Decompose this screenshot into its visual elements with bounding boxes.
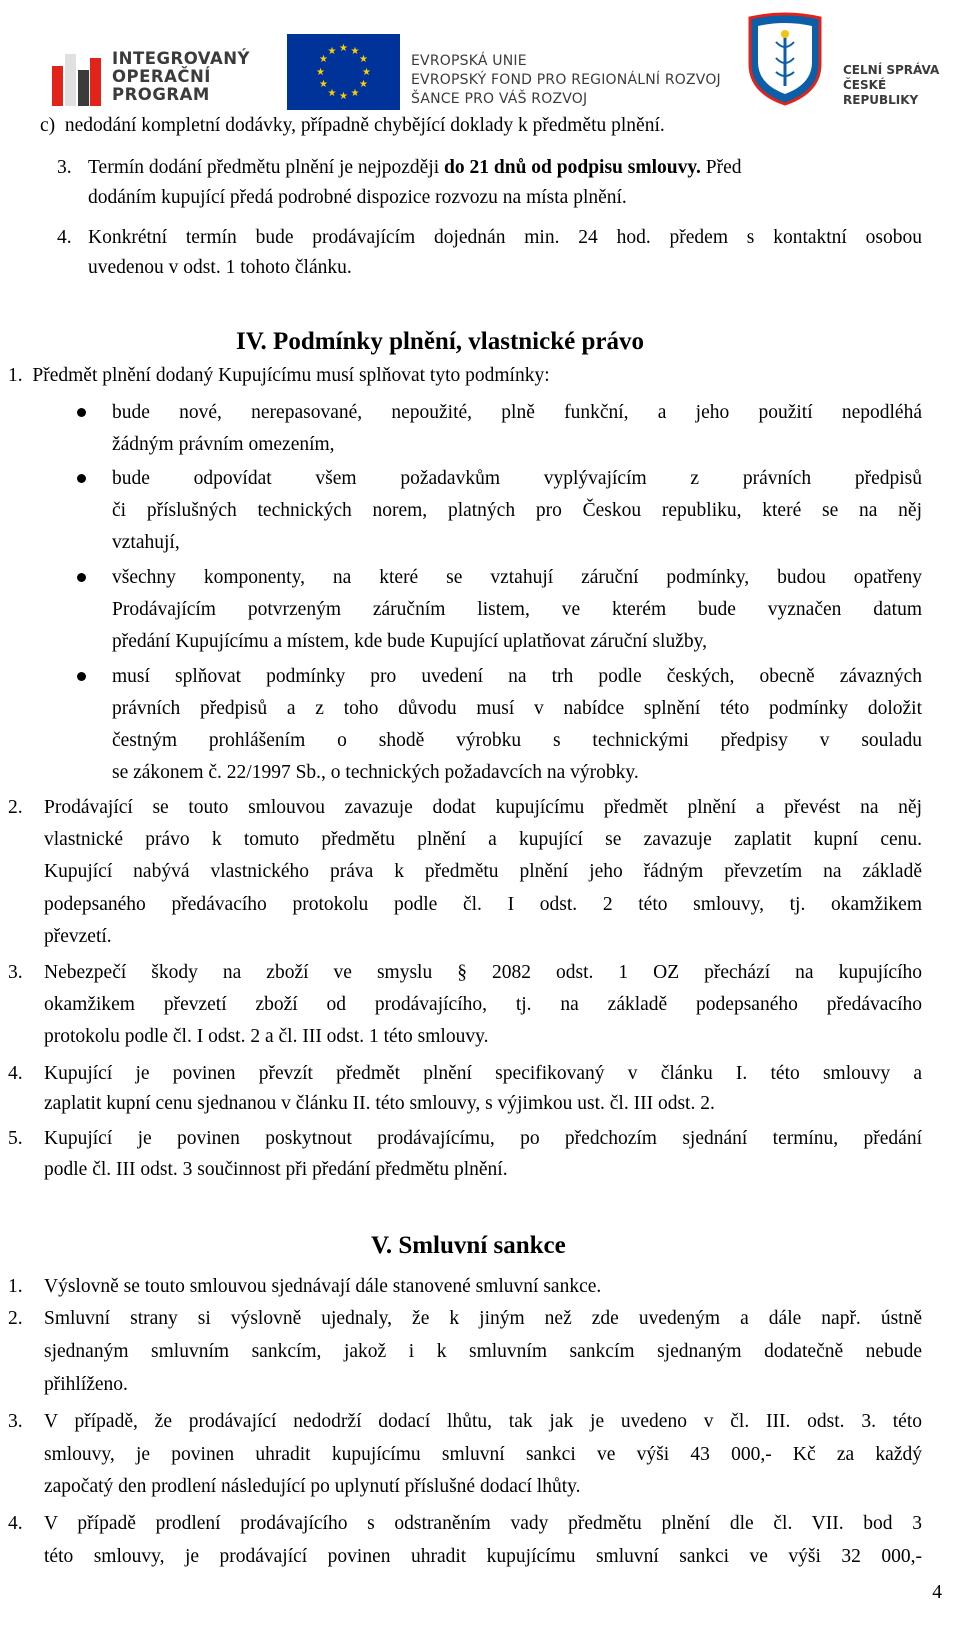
bullet-2-line-1: bude odpovídat všem požadavkům vyplývajícím z právních předpisů xyxy=(112,468,922,489)
paragraph-number: 3. xyxy=(57,157,72,178)
svg-text:★: ★ xyxy=(359,79,368,90)
svg-text:★: ★ xyxy=(319,54,328,65)
paragraph-number: 2. xyxy=(8,1308,23,1329)
page-number: 4 xyxy=(932,1582,942,1603)
section-iv-p3-line-1: Nebezpečí škody na zboží ve smyslu § 2082 odst. 1 OZ přechází na kupujícího xyxy=(44,962,922,983)
section-iv-p2-line-5: převzetí. xyxy=(44,926,112,947)
paragraph-number: 4. xyxy=(57,227,72,248)
bullet-icon xyxy=(77,474,86,483)
svg-text:★: ★ xyxy=(327,46,337,57)
section-iv-p3-line-3: protokolu podle čl. I odst. 2 a čl. III odst. 1 této smlouvy. xyxy=(44,1026,489,1047)
svg-text:★: ★ xyxy=(350,46,360,57)
bullet-4-line-2: právních předpisů a z toho důvodu musí v nabídce splnění této podmínky doložit xyxy=(112,698,922,719)
paragraph-number: 4. xyxy=(8,1513,23,1534)
section-v-item-2-line-1: Smluvní strany si výslovně ujednaly, že k jiným než zde uvedeným a dále např. ústně xyxy=(44,1308,922,1329)
bullet-3-line-1: všechny komponenty, na které se vztahují záruční podmínky, budou opatřeny xyxy=(112,567,922,588)
paragraph-4-line-2: uvedenou v odst. 1 tohoto článku. xyxy=(88,257,352,278)
svg-text:★: ★ xyxy=(339,43,348,54)
item-c: c) nedodání kompletní dodávky, případně chybějící doklady k předmětu plnění. xyxy=(40,115,665,136)
bullet-2-line-2: či příslušných technických norem, platných pro Českou republiku, které se na něj xyxy=(112,500,922,521)
section-v-item-4-line-2: této smlouvy, je prodávající povinen uhradit kupujícímu smluvní sankci ve výši 32 000,- xyxy=(44,1546,922,1567)
section-v-item-3-line-2: smlouvy, je povinen uhradit kupujícímu smluvní sankci ve výši 43 000,- Kč za každý xyxy=(44,1444,922,1465)
svg-text:★: ★ xyxy=(350,88,360,99)
section-heading-v: V. Smluvní sankce xyxy=(371,1232,566,1259)
paragraph-number: 3. xyxy=(8,1411,23,1432)
svg-text:★: ★ xyxy=(327,88,337,99)
section-iv-paragraph-1: 1. Předmět plnění dodaný Kupujícímu musí splňovat tyto podmínky: xyxy=(8,365,550,386)
iop-logo xyxy=(48,26,258,108)
bullet-2-line-3: vztahují, xyxy=(112,532,180,553)
bullet-4-line-3: čestným prohlášením o shodě výrobku s technickými předpisy v souladu xyxy=(112,730,922,751)
section-iv-p4-line-2: zaplatit kupní cenu sjednanou v článku II. této smlouvy, s výjimkou ust. čl. III odst. 2. xyxy=(44,1093,715,1114)
section-v-item-1-line-1: Výslovně se touto smlouvou sjednávají dále stanovené smluvní sankce. xyxy=(44,1276,602,1297)
paragraph-number: 4. xyxy=(8,1063,23,1084)
svg-text:★: ★ xyxy=(319,79,328,90)
iop-logo-text: INTEGROVANÝ OPERAČNÍ PROGRAM xyxy=(112,49,250,104)
bullet-1-line-2: žádným právním omezením, xyxy=(112,434,335,455)
bullet-4-line-4: se zákonem č. 22/1997 Sb., o technických požadavcích na výrobky. xyxy=(112,762,639,783)
svg-text:★: ★ xyxy=(339,91,348,102)
section-iv-p4-line-1: Kupující je povinen převzít předmět plnění specifikovaný v článku I. této smlouvy a xyxy=(44,1063,922,1084)
section-v-item-4-line-1: V případě prodlení prodávajícího s odstraněním vady předmětu plnění dle čl. VII. bod 3 xyxy=(44,1513,922,1534)
bullet-icon xyxy=(77,573,86,582)
eu-logo-text: EVROPSKÁ UNIE EVROPSKÝ FOND PRO REGIONÁLNÍ ROZVOJ ŠANCE PRO VÁŠ ROZVOJ xyxy=(411,53,721,107)
section-iv-p2-line-3: Kupující nabývá vlastnického práva k předmětu plnění jeho řádným převzetím na základě xyxy=(44,861,922,882)
section-iv-p2-line-4: podepsaného předávacího protokolu podle čl. I odst. 2 této smlouvy, tj. okamžikem xyxy=(44,894,922,915)
header-logos xyxy=(0,6,960,110)
svg-text:★: ★ xyxy=(316,67,325,78)
paragraph-number: 2. xyxy=(8,797,23,818)
section-iv-p5-line-2: podle čl. III odst. 3 součinnost při předání předmětu plnění. xyxy=(44,1159,508,1180)
iop-bars-icon xyxy=(52,54,100,106)
bullet-3-line-2: Prodávajícím potvrzeným záručním listem, ve kterém bude vyznačen datum xyxy=(112,599,922,620)
svg-text:★: ★ xyxy=(362,67,371,78)
section-iv-p3-line-2: okamžikem převzetí zboží od prodávajícího, tj. na základě podepsaného předávacího xyxy=(44,994,922,1015)
section-v-item-2-line-3: přihlíženo. xyxy=(44,1374,128,1395)
section-iv-p2-line-1: Prodávající se touto smlouvou zavazuje dodat kupujícímu předmět plnění a převést na něj xyxy=(44,797,922,818)
section-iv-p5-line-1: Kupující je povinen poskytnout prodávajícímu, po předchozím sjednání termínu, předání xyxy=(44,1128,922,1149)
section-v-item-2-line-2: sjednaným smluvním sankcím, jakož i k smluvním sankcím sjednaným dodatečně nebude xyxy=(44,1341,922,1362)
bullet-icon xyxy=(77,408,86,417)
customs-logo-text: CELNÍ SPRÁVA ČESKÉ REPUBLIKY xyxy=(843,63,940,107)
section-heading-iv: IV. Podmínky plnění, vlastnické právo xyxy=(236,328,644,355)
customs-seal-icon xyxy=(746,12,824,106)
paragraph-number: 3. xyxy=(8,962,23,983)
section-v-item-3-line-3: započatý den prodlení následující po uplynutí příslušné dodací lhůty. xyxy=(44,1476,581,1497)
bullet-3-line-3: předání Kupujícímu a místem, kde bude Kupující uplatňovat záruční služby, xyxy=(112,631,707,652)
bullet-1-line-1: bude nové, nerepasované, nepoužité, plně funkční, a jeho použití nepodléhá xyxy=(112,402,922,423)
paragraph-number: 1. xyxy=(8,1276,23,1297)
paragraph-3-line-2: dodáním kupující předá podrobné dispozice rozvozu na místa plnění. xyxy=(88,187,627,208)
bullet-4-line-1: musí splňovat podmínky pro uvedení na trh podle českých, obecně závazných xyxy=(112,666,922,687)
section-v-item-3-line-1: V případě, že prodávající nedodrží dodací lhůtu, tak jak je uvedeno v čl. III. odst. 3. této xyxy=(44,1411,922,1432)
paragraph-number: 5. xyxy=(8,1128,23,1149)
section-iv-p2-line-2: vlastnické právo k tomuto předmětu plnění a kupující se zavazuje zaplatit kupní cenu. xyxy=(44,829,922,850)
paragraph-3-line-1: Termín dodání předmětu plnění je nejpozději do 21 dnů od podpisu smlouvy. Před xyxy=(88,157,742,178)
eu-flag-icon xyxy=(287,34,400,110)
svg-text:★: ★ xyxy=(359,54,368,65)
paragraph-4-line-1: Konkrétní termín bude prodávajícím dojednán min. 24 hod. předem s kontaktní osobou xyxy=(88,227,922,248)
bullet-icon xyxy=(77,672,86,681)
